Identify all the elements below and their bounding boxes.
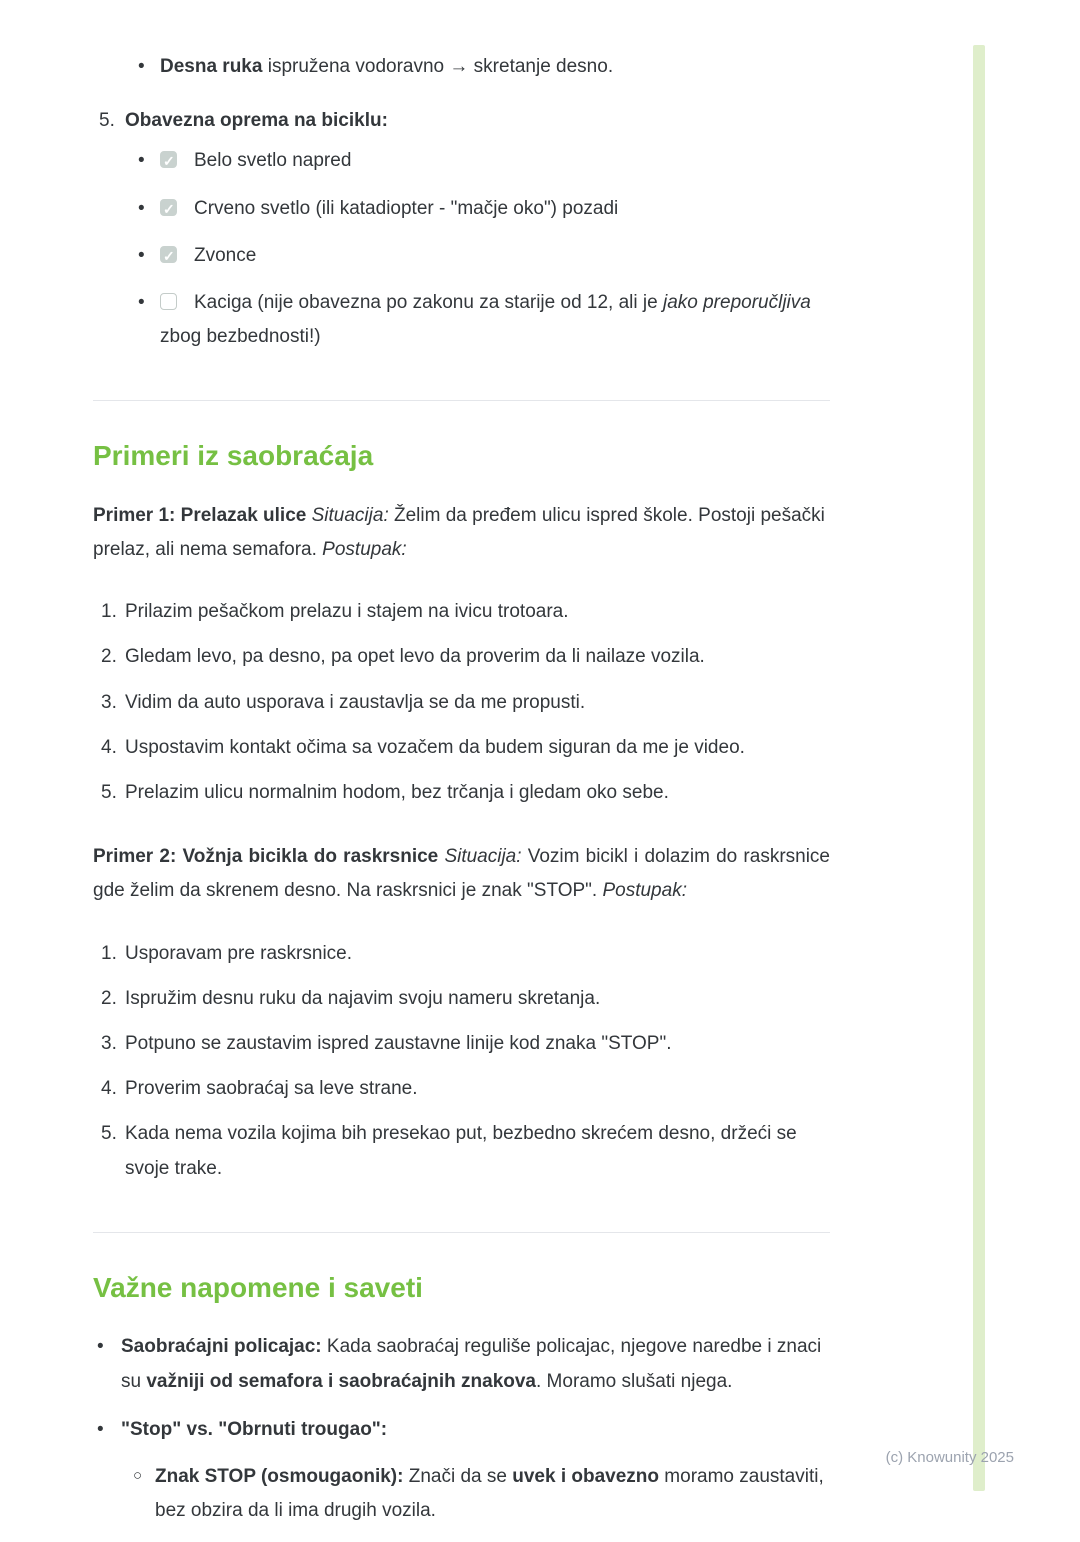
step-number: 3. <box>101 1032 117 1054</box>
step-item <box>101 776 830 810</box>
note-text: "Stop" vs. "Obrnuti trougao": <box>121 1418 388 1440</box>
step-number: 2. <box>101 987 117 1009</box>
page-accent-bar <box>973 45 985 1491</box>
list-item <box>97 1413 830 1529</box>
checklist-text: Zvonce <box>194 244 257 266</box>
step-number: 1. <box>101 601 117 623</box>
checklist-label <box>160 286 830 354</box>
checkbox[interactable] <box>160 293 177 310</box>
numbered-list-item <box>93 104 830 138</box>
subnotes-list <box>121 1460 830 1528</box>
step-item <box>101 1072 830 1106</box>
step-item <box>101 1027 830 1061</box>
bullet-dot-icon: • <box>97 1418 104 1440</box>
list-item <box>93 192 830 226</box>
section-divider <box>93 400 830 401</box>
example2-intro: Primer 2: Vožnja bicikla do raskrsnice Situacija: Vozim bicikl i dolazim do raskrsnice gde želim da skrenem desno. Na raskrsnici je znak "STOP". Postupak: <box>93 846 830 902</box>
step-text: Usporavam pre raskrsnice. <box>125 942 353 964</box>
step-item <box>101 1117 830 1185</box>
step-text: Vidim da auto usporava i zaustavlja se da me propusti. <box>125 691 586 713</box>
equipment-title: Obavezna oprema na biciklu: <box>125 110 388 132</box>
step-item <box>101 640 830 674</box>
step-text: Potpuno se zaustavim ispred zaustavne linije kod znaka "STOP". <box>125 1032 672 1054</box>
note-text: Saobraćajni policajac: Kada saobraćaj reguliše policajac, njegove naredbe i znaci su važniji od semafora i saobraćajnih znakova. Moramo slušati njega. <box>121 1336 822 1392</box>
step-number: 3. <box>101 691 117 713</box>
bullet-circle-icon: ○ <box>133 1466 143 1484</box>
section-divider <box>93 1232 830 1233</box>
step-item <box>101 731 830 765</box>
checklist-label <box>160 192 830 226</box>
step-item <box>101 982 830 1016</box>
checklist-text: Crveno svetlo (ili katadiopter - "mačje oko") pozadi <box>194 197 619 219</box>
list-item <box>93 286 830 354</box>
step-text: Proverim saobraćaj sa leve strane. <box>125 1078 418 1100</box>
step-item <box>101 686 830 720</box>
example1-intro: Primer 1: Prelazak ulice Situacija: Želim da pređem ulicu ispred škole. Postoji pešački prelaz, ali nema semafora. Postupak: <box>93 504 825 561</box>
list-item <box>97 1330 830 1398</box>
copyright-footer: (c) Knowunity 2025 <box>885 1449 1014 1466</box>
step-item <box>101 595 830 629</box>
list-item <box>93 239 830 273</box>
step-item <box>101 937 830 971</box>
step-text: Uspostavim kontakt očima sa vozačem da budem siguran da me je video. <box>125 736 745 758</box>
example1-steps <box>93 595 830 810</box>
checkbox[interactable] <box>160 151 177 168</box>
note-body <box>121 1413 830 1529</box>
step-number: 2. <box>101 646 117 668</box>
checklist-text: Belo svetlo napred <box>194 150 352 172</box>
document-content <box>93 50 830 1542</box>
bullet-dot-icon: • <box>138 244 145 266</box>
step-text: Prelazim ulicu normalnim hodom, bez trčanja i gledam oko sebe. <box>125 782 669 804</box>
step-text: Ispružim desnu ruku da najavim svoju nameru skretanja. <box>125 987 601 1009</box>
bullet-dot-icon: • <box>97 1336 104 1358</box>
checkbox[interactable] <box>160 199 177 216</box>
bullet-dot-icon: • <box>138 291 145 313</box>
checkbox[interactable] <box>160 246 177 263</box>
subnote-text: Znak STOP (osmougaonik): Znači da se uvek i obavezno moramo zaustaviti, bez obzira da li ima drugih vozila. <box>155 1465 824 1522</box>
step-text: Prilazim pešačkom prelazu i stajem na ivicu trotoara. <box>125 601 569 623</box>
checklist-label <box>160 239 830 273</box>
checklist-text: Kaciga (nije obavezna po zakonu za starije od 12, ali je jako preporučljiva zbog bezbednosti!) <box>160 291 811 348</box>
step-number: 4. <box>101 736 117 758</box>
list-number: 5. <box>99 110 115 132</box>
step-number: 5. <box>101 1123 117 1145</box>
bullet-dot-icon: • <box>138 150 145 172</box>
list-item <box>121 1460 830 1528</box>
notes-list <box>93 1330 830 1528</box>
equipment-checklist <box>93 144 830 354</box>
step-number: 1. <box>101 942 117 964</box>
section-heading-examples: Primeri iz saobraćaja <box>93 440 374 472</box>
list-item <box>93 50 830 84</box>
bullet-text: Desna ruka ispružena vodoravno → skretanje desno. <box>160 56 614 77</box>
step-text: Kada nema vozila kojima bih presekao put, bezbedno skrećem desno, držeći se svoje trake. <box>125 1123 797 1179</box>
step-number: 5. <box>101 782 117 804</box>
list-item <box>93 144 830 178</box>
step-number: 4. <box>101 1078 117 1100</box>
checklist-label <box>160 144 830 178</box>
example2-steps <box>93 937 830 1186</box>
section-heading-notes: Važne napomene i saveti <box>93 1271 423 1303</box>
bullet-dot-icon: • <box>138 197 145 219</box>
step-text: Gledam levo, pa desno, pa opet levo da proverim da li nailaze vozila. <box>125 646 705 668</box>
bullet-dot-icon: • <box>138 56 145 77</box>
